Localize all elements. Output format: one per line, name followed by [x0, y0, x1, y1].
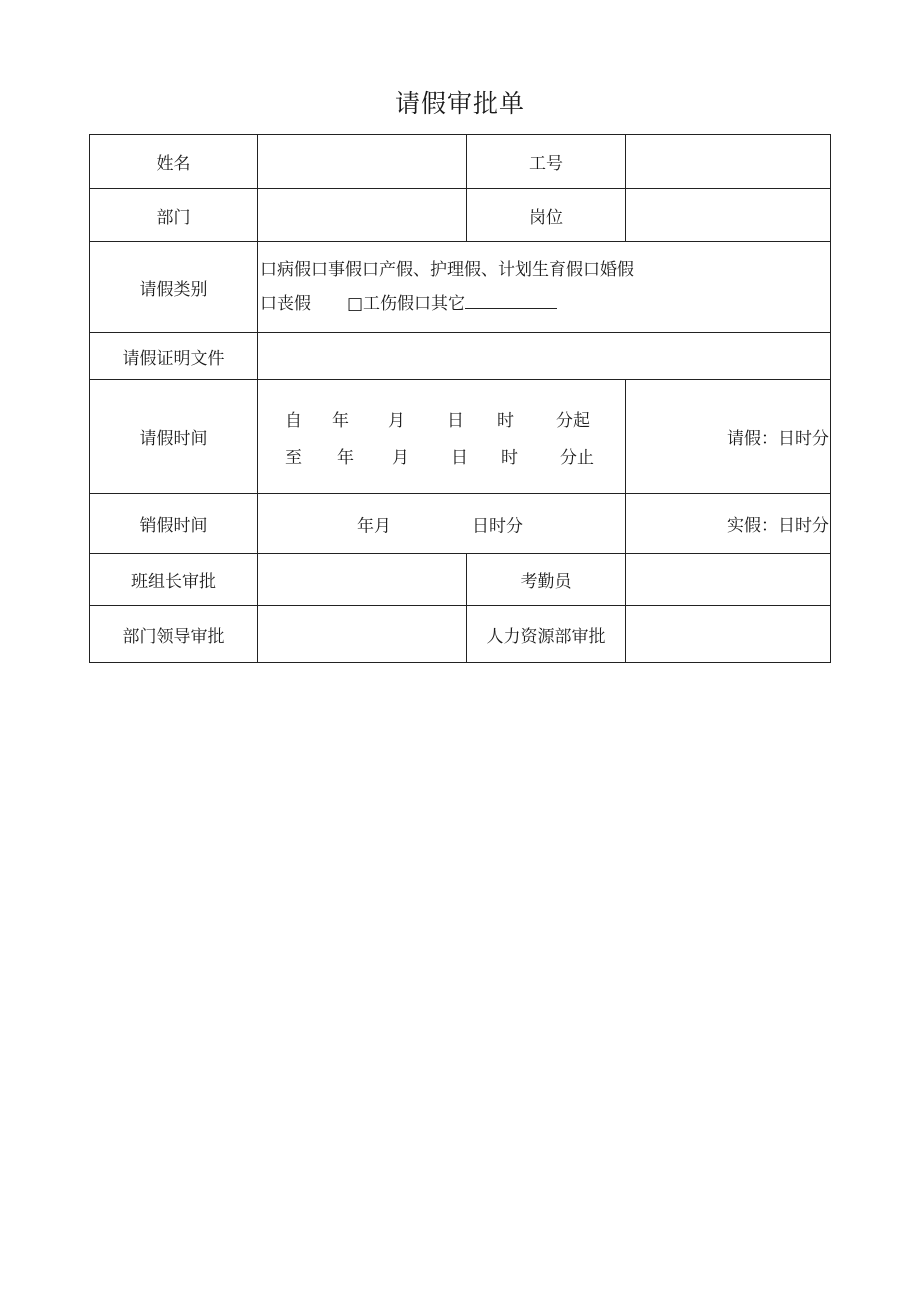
leave-type-line-1: 口病假口事假口产假、护理假、计划生育假口婚假 [260, 260, 634, 280]
dept-leader-field[interactable] [258, 606, 467, 663]
cancel-time-field[interactable] [258, 494, 626, 554]
injury-other-options[interactable]: □工伤假口其它 [347, 294, 466, 314]
proof-field[interactable] [258, 333, 831, 380]
to-day: 日 [451, 448, 468, 468]
dept-leader-label: 部门领导审批 [90, 606, 258, 663]
leave-time-row [90, 380, 831, 494]
to-year: 年 [337, 448, 354, 468]
department-row [90, 189, 831, 242]
actual-total[interactable]: 实假：日时分 [626, 494, 831, 554]
department-label: 部门 [90, 189, 258, 242]
leave-total[interactable]: 请假：日时分 [626, 380, 831, 494]
proof-row [90, 333, 831, 380]
cancel-time-row [90, 494, 831, 554]
name-label: 姓名 [90, 135, 258, 189]
leave-time-label: 请假时间 [90, 380, 258, 494]
hr-label: 人力资源部审批 [467, 606, 626, 663]
hr-field[interactable] [626, 606, 831, 663]
to-minute: 分止 [560, 448, 594, 468]
proof-label: 请假证明文件 [90, 333, 258, 380]
employee-id-label: 工号 [467, 135, 626, 189]
employee-id-field[interactable] [626, 135, 831, 189]
attendance-field[interactable] [626, 554, 831, 606]
from-month: 月 [388, 411, 405, 431]
leave-approval-form [89, 134, 831, 663]
team-leader-label: 班组长审批 [90, 554, 258, 606]
page-title: 请假审批单 [394, 89, 525, 118]
dept-approval-row [90, 606, 831, 663]
position-label: 岗位 [467, 189, 626, 242]
leave-type-line-2 [260, 287, 830, 321]
cancel-time-label: 销假时间 [90, 494, 258, 554]
to-prefix: 至 [285, 448, 302, 468]
leave-end-row [258, 443, 625, 467]
team-approval-row [90, 554, 831, 606]
leave-start-row [258, 406, 625, 430]
from-hour: 时 [497, 411, 514, 431]
to-month: 月 [392, 448, 409, 468]
leave-type-label: 请假类别 [90, 242, 258, 333]
funeral-leave-option[interactable]: 口丧假 [260, 294, 311, 314]
position-field[interactable] [626, 189, 831, 242]
leave-time-range[interactable] [258, 380, 626, 494]
leave-type-options[interactable] [258, 242, 831, 333]
department-field[interactable] [258, 189, 467, 242]
from-year: 年 [332, 411, 349, 431]
leave-type-row [90, 242, 831, 333]
name-field[interactable] [258, 135, 467, 189]
from-prefix: 自 [285, 411, 302, 431]
other-leave-blank[interactable] [465, 293, 557, 309]
attendance-label: 考勤员 [467, 554, 626, 606]
from-day: 日 [447, 411, 464, 431]
team-leader-field[interactable] [258, 554, 467, 606]
name-row [90, 135, 831, 189]
to-hour: 时 [501, 448, 518, 468]
cancel-day-time: 日时分 [472, 516, 523, 536]
from-minute: 分起 [556, 411, 590, 431]
cancel-year-month: 年月 [357, 516, 391, 536]
